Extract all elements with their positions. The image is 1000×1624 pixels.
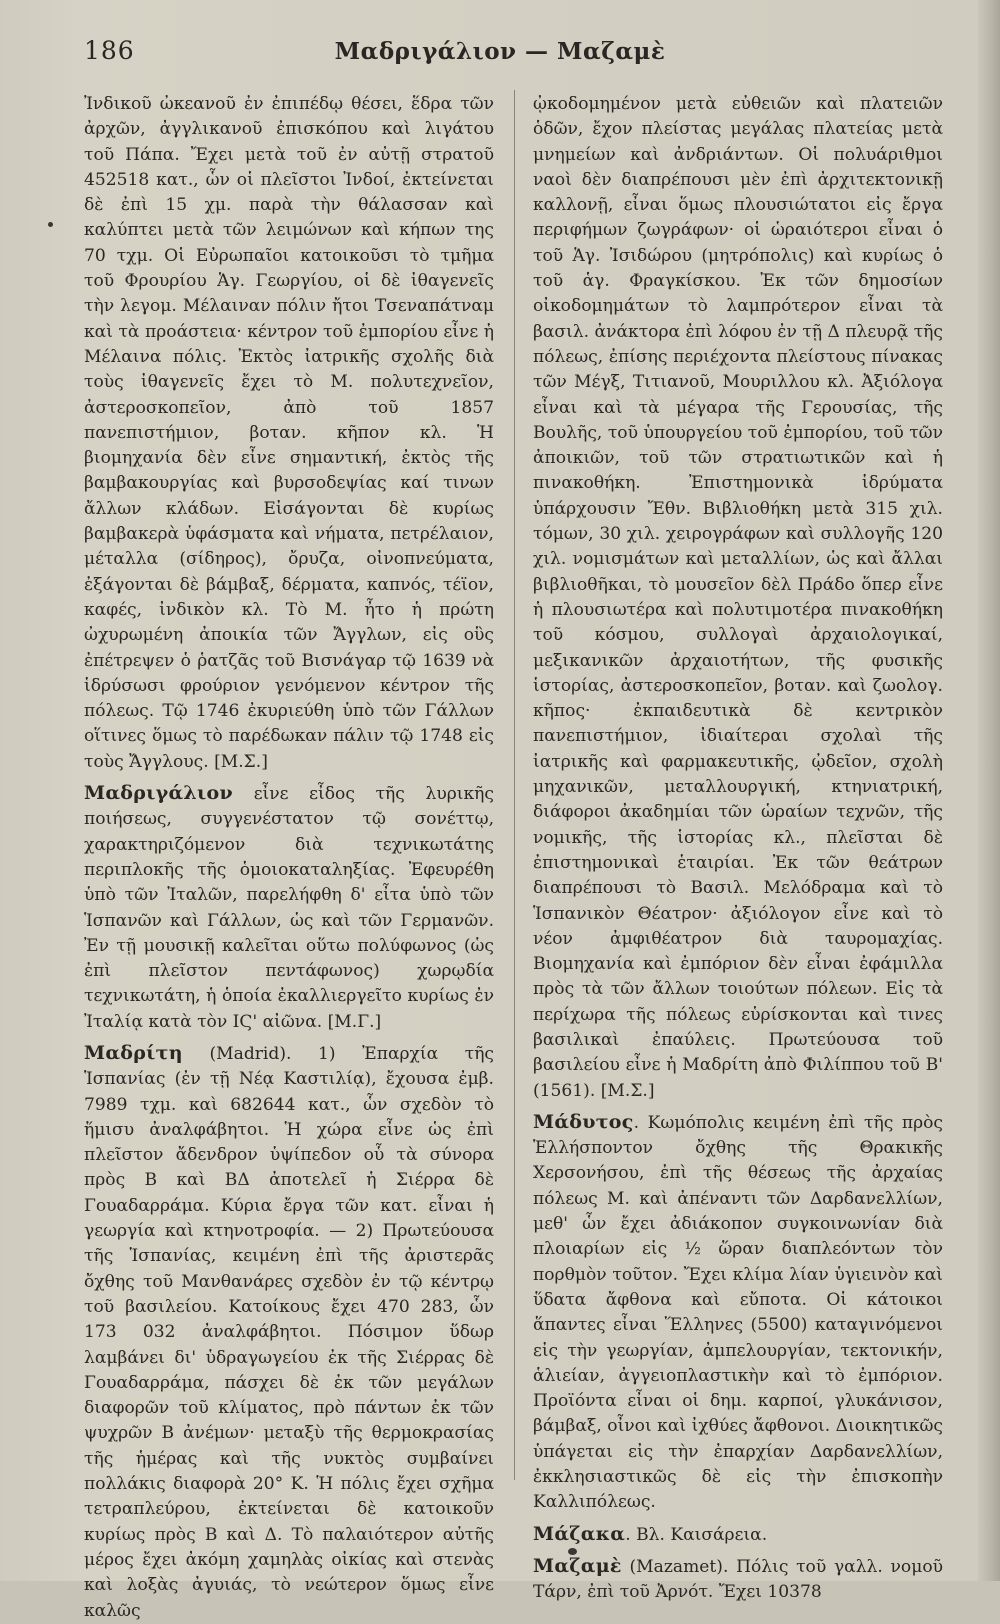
column-divider — [514, 90, 515, 1480]
entry-headword: Μαζαμὲ — [533, 1554, 622, 1577]
entry-text: (Mazamet). Πόλις τοῦ γαλλ. νομοῦ Τάρν, ἐπὶ τοῦ Ἀρνότ. Ἔχει 10378 — [533, 1556, 944, 1603]
running-title: Μαδριγάλιον — Μαζαμὲ — [334, 38, 666, 65]
continued-paragraph: ᾠκοδομημένον μετὰ εὐθειῶν καὶ πλατειῶν ὁδῶν, ἔχον πλείστας μεγάλας πλατείας μετὰ μνημείων καὶ ἀνδριάντων. Οἱ πολυάριθμοι ναοὶ δὲν διαπρέπουσι μὲν ἐπὶ ἀρχιτεκτονικῇ καλλονῇ, εἶναι ὅμως πλουσιώτατοι εἰς ἔργα περιφήμων ζωγράφων· οἱ ὡραιότεροι εἶναι ὁ τοῦ Ἁγ. Ἰσιδώρου (μητρόπολις) καὶ κυρίως ὁ τοῦ ἁγ. Φραγκίσκου. Ἐκ τῶν δημοσίων οἰκοδομημάτων τὸ λαμπρότερον εἶναι τὰ βασιλ. ἀνάκτορα ἐπὶ λόφου ἐν τῇ Δ πλευρᾷ τῆς πόλεως, ἐπίσης περιέχοντα πλείστους πίνακας τῶν Μέγξ, Τιτιανοῦ, Μουριλλου κλ. Ἀξιόλογα εἶναι καὶ τὰ μέγαρα τῆς Γερουσίας, τῆς Βουλῆς, τοῦ ὑπουργείου τοῦ ἐμπορίου, τοῦ τῶν ἀποικιῶν, τοῦ τῶν στρατιωτικῶν καὶ ἡ πινακοθήκη. Ἐπιστημονικὰ ἱδρύματα ὑπάρχουσιν Ἔθν. Βιβλιοθήκη μετὰ 315 χιλ. τόμων, 30 χιλ. χειρογράφων καὶ συλλογῆς 120 χιλ. νομισμάτων καὶ μεταλλίων, ὡς καὶ ἄλλαι βιβλιοθῆκαι, τὸ μουσεῖον δὲλ Πράδο ὅπερ εἶνε ἡ πλουσιωτέρα καὶ πολυτιμοτέρα πινακοθήκη τοῦ κόσμου, συλλογαὶ ἀρχαιολογικαί, μεξικανικῶν ἀρχαιοτήτων, τῆς φυσικῆς ἱστορίας, ἀστεροσκοπεῖον, βοταν. καὶ ζωολογ. κῆπος· ἐκπαιδευτικὰ δὲ κεντρικὸν πανεπιστήμιον, ἰδιαίτεραι σχολαὶ τῆς ἰατρικῆς καὶ φαρμακευτικῆς, ᾠδεῖον, σχολὴ μηχανικῶν, μεταλλουργική, κτηνιατρική, διάφοροι ἀκαδημίαι τῶν ὡραίων τεχνῶν, τῆς νομικῆς, τῆς ἱστορίας κλ., πλεῖσται δὲ ἐπιστημονικαὶ ἑταιρίαι. Ἐκ τῶν θεάτρων διαπρέπουσι τὸ Βασιλ. Μελόδραμα καὶ τὸ Ἱσπανικὸν Θέατρον· ἀξιόλογον εἶνε καὶ τὸ νέον ἀμφιθέατρον διὰ ταυρομαχίας. Βιομηχανία καὶ ἐμπόριον δὲν εἶναι ἐφάμιλλα πρὸς τὰ τῶν ἄλλων τοιούτων πόλεων. Εἰς τὰ περίχωρα τῆς πόλεως εὑρίσκονται καὶ τινες βασιλικαὶ ἐπαύλεις. Πρωτεύουσα τοῦ βασιλείου εἶνε ἡ Μαδρίτη ἀπὸ Φιλίππου τοῦ Β' (1561). [Μ.Σ.] — [533, 94, 943, 1101]
entry-text: (Madrid). 1) Ἐπαρχία τῆς Ἱσπανίας (ἐν τῇ Νέᾳ Καστιλίᾳ), ἔχουσα ἐμβ. 7989 τχμ. καὶ 682644 κατ., ὧν σχεδὸν τὸ ἥμισυ ἀναλφάβητοι. Ἡ χώρα εἶνε ὡς ἐπὶ πλεῖστον ἄδενδρον ὑψίπεδον οὗ τὰ σύνορα πρὸς Β καὶ ΒΔ ἀποτελεῖ ἡ Σιέρρα δὲ Γουαδαρράμα. Κύρια ἔργα τῶν κατ. εἶναι ἡ γεωργία καὶ κτηνοτροφία. — 2) Πρωτεύουσα τῆς Ἱσπανίας, κειμένη ἐπὶ τῆς ἀριστερᾶς ὄχθης τοῦ Μανθανάρες σχεδὸν ἐν τῷ κέντρῳ τοῦ βασιλείου. Κατοίκους ἔχει 470 283, ὧν 173 032 ἀναλφάβητοι. Πόσιμον ὕδωρ λαμβάνει δι' ὑδραγωγείου ἐκ τῆς Σιέρρας δὲ Γουαδαρράμα, πάσχει δὲ ἐκ τῶν μεγάλων διαφορῶν τοῦ κλίματος, πρὸ πάντων ἐκ τῶν ψυχρῶν Β ἀνέμων· μεταξὺ τῆς θερμοκρασίας τῆς ἡμέρας καὶ τῆς νυκτὸς συμβαίνει πολλάκις διαφορὰ 20° Κ. Ἡ πόλις ἔχει σχῆμα τετραπλεύρου, ἐκτείνεται δὲ κατοικοῦν κυρίως πρὸς Β καὶ Δ. Τὸ παλαιότερον αὐτῆς μέρος ἔχει ἀκόμη χαμηλὰς οἰκίας καὶ στενὰς καὶ λοξὰς ἀγυιάς, τὸ νεώτερον ὅμως εἶνε καλῶς — [84, 1043, 495, 1621]
page-number: 186 — [84, 36, 135, 65]
entry-text: . Βλ. Καισάρεια. — [625, 1524, 768, 1545]
entry-headword: Μαδρίτη — [84, 1041, 183, 1064]
page-spine-shadow — [978, 0, 1000, 1581]
entry-text: . Κωμόπολις κειμένη ἐπὶ τῆς πρὸς Ἑλλήσποντον ὄχθης τῆς Θρακικῆς Χερσονήσου, ἐπὶ τῆς θέσεως τῆς ἀρχαίας πόλεως Μ. καὶ ἀπέναντι τῶν Δαρδανελλίων, μεθ' ὧν ἔχει ἀδιάκοπον συγκοινωνίαν διὰ πλοιαρίων εἰς ½ ὥραν διαπλεόντων τὸν πορθμὸν τοῦτον. Ἔχει κλίμα λίαν ὑγιεινὸν καὶ ὕδατα ἄφθονα καὶ εὔποτα. Οἱ κάτοικοι ἅπαντες εἶναι Ἕλληνες (5500) καταγινόμενοι εἰς τὴν γεωργίαν, ἀμπελουργίαν, τεκτονικήν, ἁλιείαν, ἀγγειοπλαστικὴν καὶ τὸ ἐμπόριον. Προϊόντα εἶναι οἱ δημ. καρποί, γλυκάνισον, βάμβαξ, οἶνοι καὶ ἰχθύες ἄφθονοι. Διοικητικῶς ὑπάγεται εἰς τὴν ἐπαρχίαν Δαρδανελλίων, ἐκκλησιαστικῶς δὲ εἰς τὴν ἐπισκοπὴν Καλλιπόλεως. — [533, 1112, 943, 1513]
dictionary-entry — [533, 1554, 943, 1606]
dictionary-entry — [84, 781, 494, 1035]
dictionary-entry — [533, 1110, 943, 1516]
entry-headword: Μάζακα — [533, 1522, 626, 1545]
right-column — [533, 92, 943, 1606]
dictionary-entry — [84, 1041, 494, 1624]
dictionary-entry — [533, 1522, 943, 1548]
entry-text: εἶνε εἶδος τῆς λυρικῆς ποιήσεως, συγγενέστατον τῷ σονέττῳ, χαρακτηριζόμενον διὰ τεχνικωτάτης περιπλοκῆς τῆς ὁμοιοκαταληξίας. Ἐφευρέθη ὑπὸ τῶν Ἰταλῶν, παρελήφθη δ' εἶτα ὑπὸ τῶν Ἱσπανῶν καὶ Γάλλων, ὡς καὶ τῶν Γερμανῶν. Ἐν τῇ μουσικῇ καλεῖται οὕτω πολύφωνος (ὡς ἐπὶ πλεῖστον πεντάφωνος) χωρῳδία τεχνικωτάτη, ἡ ὁποία ἐκαλλιεργεῖτο κυρίως ἐν Ἰταλίᾳ κατὰ τὸν ΙϚ' αἰῶνα. [Μ.Γ.] — [84, 784, 494, 1032]
ink-speck — [48, 222, 53, 227]
continued-paragraph: Ἰνδικοῦ ὠκεανοῦ ἐν ἐπιπέδῳ θέσει, ἕδρα τῶν ἀρχῶν, ἀγγλικανοῦ ἐπισκόπου καὶ λιγάτου τοῦ Πάπα. Ἔχει μετὰ τοῦ ἐν αὐτῇ στρατοῦ 452518 κατ., ὧν οἱ πλεῖστοι Ἰνδοί, ἐκτείνεται δὲ ἐπὶ 15 χμ. παρὰ τὴν θάλασσαν καὶ καλύπτει μετὰ τῶν λειμώνων καὶ κήπων της 70 τχμ. Οἱ Εὐρωπαῖοι κατοικοῦσι τὸ τμῆμα τοῦ Φρουρίου Ἁγ. Γεωργίου, οἱ δὲ ἰθαγενεῖς τὴν λεγομ. Μέλαιναν πόλιν ἤτοι Τσεναπάτναμ καὶ τὰ προάστεια· κέντρον τοῦ ἐμπορίου εἶνε ἡ Μέλαινα πόλις. Ἐκτὸς ἰατρικῆς σχολῆς διὰ τοὺς ἰθαγενεῖς ἔχει τὸ Μ. πολυτεχνεῖον, ἀστεροσκοπεῖον, ἀπὸ τοῦ 1857 πανεπιστήμιον, βοταν. κῆπον κλ. Ἡ βιομηχανία δὲν εἶνε σημαντική, ἐκτὸς τῆς βαμβακουργίας καὶ βυρσοδεψίας καί τινων ἄλλων κλάδων. Εἰσάγονται δὲ κυρίως βαμβακερὰ ὑφάσματα καὶ νήματα, πετρέλαιον, μέταλλα (σίδηρος), ὄρυζα, οἰνοπνεύματα, ἐξάγονται δὲ βάμβαξ, δέρματα, καπνός, τέϊον, καφές, ἰνδικὸν κλ. Τὸ Μ. ἦτο ἡ πρώτη ὠχυρωμένη ἀποικία τῶν Ἄγγλων, εἰς οὓς ἐπέτρεψεν ὁ ῥατζᾶς τοῦ Βισνάγαρ τῷ 1639 νὰ ἱδρύσωσι φρούριον γενόμενον κέντρον τῆς πόλεως. Τῷ 1746 ἐκυριεύθη ὑπὸ τῶν Γάλλων οἵτινες ὅμως τὸ παρέδωκαν πάλιν τῷ 1748 εἰς τοὺς Ἄγγλους. [Μ.Σ.] — [84, 94, 494, 772]
ink-speck — [568, 1548, 577, 1555]
entry-headword: Μάδυτος — [533, 1110, 634, 1133]
entry-headword: Μαδριγάλιον — [84, 782, 233, 805]
left-column — [84, 92, 494, 1624]
